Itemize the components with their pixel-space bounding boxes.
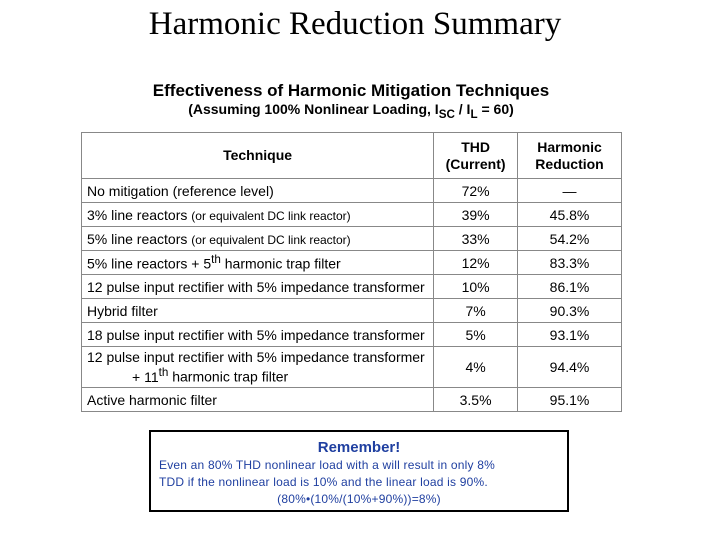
subtitle-part: / I <box>454 101 471 117</box>
reduction-cell: — <box>518 179 622 203</box>
table-title: Effectiveness of Harmonic Mitigation Techniques <box>152 81 550 100</box>
remember-line: Even an 80% THD nonlinear load with a will result in only 8% <box>159 458 495 472</box>
technique-text: 12 pulse input rectifier with 5% impedance transformer <box>87 349 425 366</box>
table-row <box>82 299 622 323</box>
technique-text: 3% line reactors <box>87 206 192 223</box>
reduction-cell: 90.3% <box>518 299 622 323</box>
technique-superscript: th <box>158 366 169 380</box>
table-row <box>82 251 622 275</box>
table-row <box>82 203 622 227</box>
technique-note: (or equivalent DC link reactor) <box>191 232 351 247</box>
thd-cell: 3.5% <box>434 388 518 412</box>
reduction-cell: 83.3% <box>518 251 622 275</box>
thd-cell: 7% <box>434 299 518 323</box>
table-subtitle <box>80 101 622 123</box>
table-header-row <box>82 133 622 179</box>
table-row <box>82 347 622 388</box>
technique-cell: 18 pulse input rectifier with 5% impedance transformer <box>82 323 434 347</box>
thd-cell: 33% <box>434 227 518 251</box>
technique-cell <box>82 347 434 388</box>
header-reduction-line2: Reduction <box>535 155 604 172</box>
technique-cell: Hybrid filter <box>82 299 434 323</box>
technique-text: 5% line reactors + 5 <box>87 255 212 272</box>
thd-cell: 4% <box>434 347 518 388</box>
reduction-cell: 95.1% <box>518 388 622 412</box>
technique-text: harmonic trap filter <box>220 255 341 272</box>
subtitle-sub-sc: SC <box>438 107 455 121</box>
technique-text: 5% line reactors <box>87 230 192 247</box>
technique-cell <box>82 227 434 251</box>
technique-cell <box>82 203 434 227</box>
subtitle-part: = 60) <box>477 101 514 117</box>
header-thd-line2: (Current) <box>445 155 506 172</box>
table-row <box>82 179 622 203</box>
technique-superscript: th <box>211 253 221 267</box>
header-technique: Technique <box>82 133 434 179</box>
header-thd <box>434 133 518 179</box>
reduction-cell: 93.1% <box>518 323 622 347</box>
thd-cell: 39% <box>434 203 518 227</box>
subtitle-part: (Assuming 100% Nonlinear Loading, I <box>188 101 439 117</box>
technique-cell: No mitigation (reference level) <box>82 179 434 203</box>
subtitle-sub-l: L <box>470 107 478 121</box>
thd-cell: 5% <box>434 323 518 347</box>
technique-note: (or equivalent DC link reactor) <box>191 208 351 223</box>
technique-cell: Active harmonic filter <box>82 388 434 412</box>
thd-cell: 72% <box>434 179 518 203</box>
remember-formula: (80%•(10%/(10%+90%))=8%) <box>277 492 441 506</box>
table-row <box>82 388 622 412</box>
remember-box <box>149 430 569 512</box>
technique-text: + 11 <box>132 368 159 385</box>
table-row <box>82 323 622 347</box>
thd-cell: 12% <box>434 251 518 275</box>
technique-cell: 12 pulse input rectifier with 5% impedance transformer <box>82 275 434 299</box>
remember-line: TDD if the nonlinear load is 10% and the linear load is 90%. <box>159 475 488 489</box>
mitigation-table <box>81 132 622 412</box>
reduction-cell: 54.2% <box>518 227 622 251</box>
reduction-cell: 45.8% <box>518 203 622 227</box>
reduction-cell: 94.4% <box>518 347 622 388</box>
thd-cell: 10% <box>434 275 518 299</box>
table-row <box>82 227 622 251</box>
header-thd-line1: THD <box>461 138 490 155</box>
remember-title: Remember! <box>317 439 401 456</box>
table-row <box>82 275 622 299</box>
technique-text: harmonic trap filter <box>168 368 289 385</box>
header-reduction <box>518 133 622 179</box>
header-reduction-line1: Harmonic <box>537 138 602 155</box>
reduction-cell: 86.1% <box>518 275 622 299</box>
slide-title: Harmonic Reduction Summary <box>148 6 562 42</box>
technique-cell <box>82 251 434 275</box>
table-heading <box>80 81 622 123</box>
